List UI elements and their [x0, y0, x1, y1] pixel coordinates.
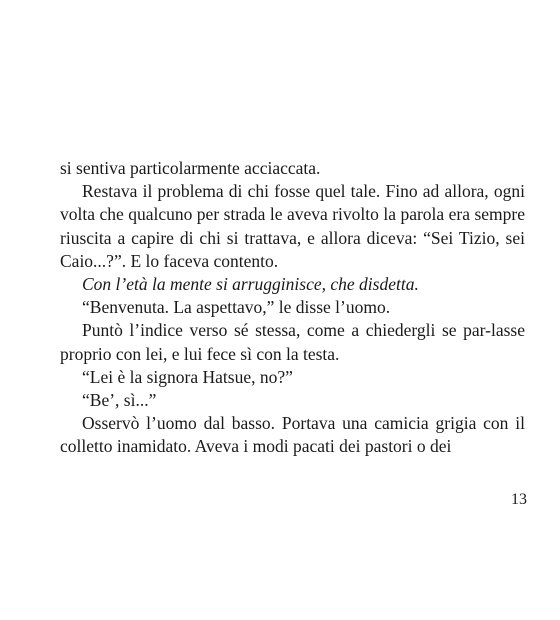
- paragraph-8: Osservò l’uomo dal basso. Portava una camicia grigia con il colletto inamidato. Aveva i modi pacati dei pastori o dei: [60, 413, 525, 457]
- paragraph-5: Puntò l’indice verso sé stessa, come a chiedergli se par-lasse proprio con lei, e lui fece sì con la testa.: [60, 320, 525, 364]
- paragraph-4: “Benvenuta. La aspettavo,” le disse l’uomo.: [82, 297, 391, 318]
- paragraph-2: Restava il problema di chi fosse quel tale. Fino ad allora, ogni volta che qualcuno per strada le aveva rivolto la parola era sempre riuscita a capire di chi si trattava, e allora diceva: “Sei Tizio, sei Caio...?”. E lo faceva contento.: [60, 181, 525, 271]
- paragraph-3-italic: Con l’età la mente si arrugginisce, che disdetta.: [82, 274, 419, 295]
- paragraph-1: si sentiva particolarmente acciaccata.: [60, 158, 321, 178]
- body-text: [60, 157, 525, 459]
- page-number: 13: [511, 491, 527, 508]
- paragraph-6: “Lei è la signora Hatsue, no?”: [82, 366, 293, 387]
- paragraph-7: “Be’, sì...”: [82, 390, 157, 411]
